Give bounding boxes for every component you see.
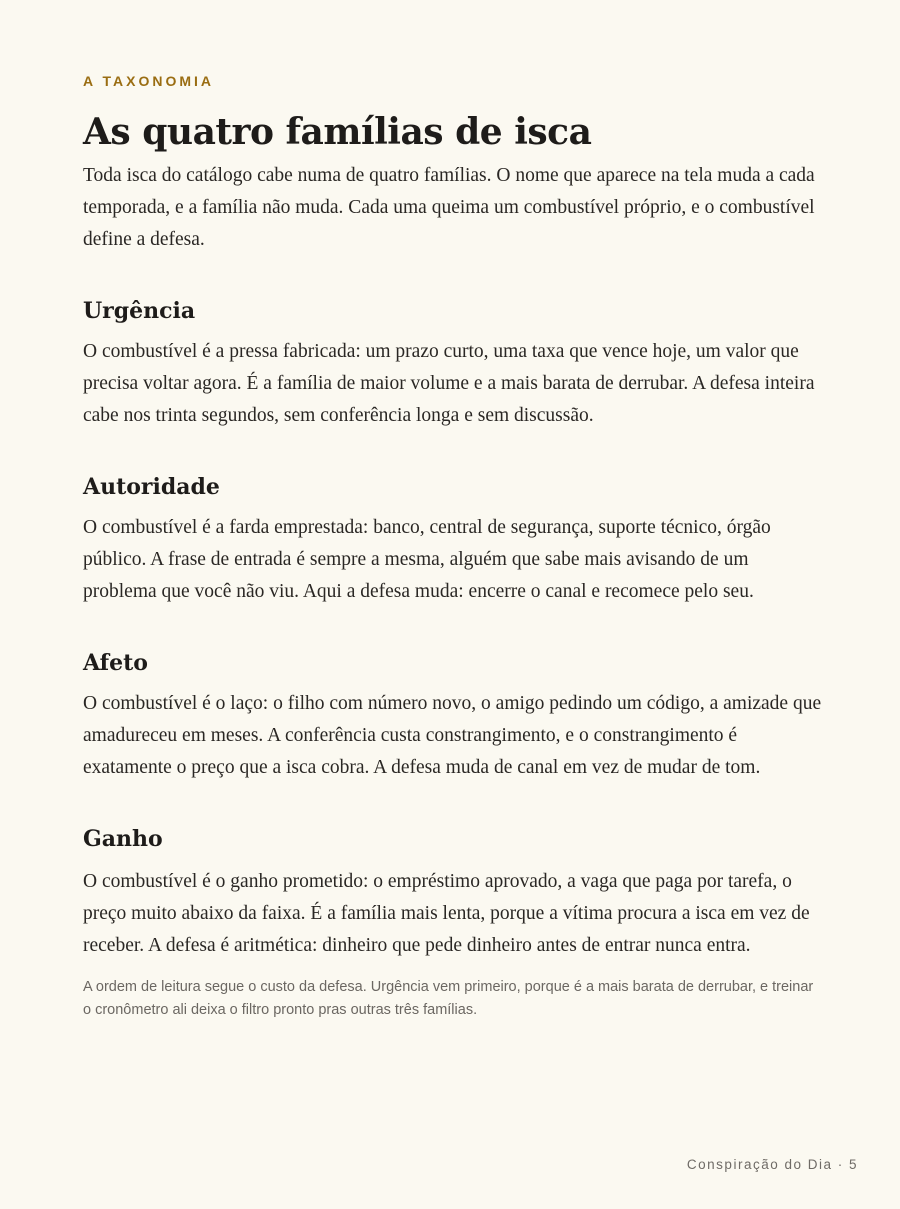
section-afeto [83, 648, 823, 784]
section-paragraph: O combustível é o laço: o filho com número novo, o amigo pedindo um código, a amizade que amadureceu em meses. A conferência custa constrangimento, e o constrangimento é exatamente o preço que a isca cobra. A defesa muda de canal em vez de mudar de tom. [83, 693, 822, 778]
page-title: As quatro famílias de isca [83, 111, 592, 153]
section-ganho [83, 824, 823, 962]
section-paragraph: O combustível é o ganho prometido: o empréstimo aprovado, a vaga que paga por tarefa, o preço muito abaixo da faixa. É a família mais lenta, porque a vítima procura a isca em vez de receber. A defesa é aritmética: dinheiro que pede dinheiro antes de entrar nunca entra. [83, 871, 810, 956]
section-urgencia [83, 296, 823, 432]
section-paragraph: O combustível é a farda emprestada: banco, central de segurança, suporte técnico, órgão público. A frase de entrada é sempre a mesma, alguém que sabe mais avisando de um problema que você não viu. Aqui a defesa muda: encerre o canal e recomece pelo seu. [83, 517, 771, 602]
page-content [83, 70, 823, 1022]
section-heading: Urgência [83, 298, 196, 324]
section-heading: Afeto [83, 650, 148, 676]
section-eyebrow: A TAXONOMIA [83, 73, 214, 89]
section-heading: Autoridade [83, 474, 220, 500]
section-paragraph: O combustível é a pressa fabricada: um prazo curto, uma taxa que vence hoje, um valor que precisa voltar agora. É a família de maior volume e a mais barata de derrubar. A defesa inteira cabe nos trinta segundos, sem conferência longa e sem discussão. [83, 341, 815, 426]
section-autoridade [83, 472, 823, 608]
intro-paragraph: Toda isca do catálogo cabe numa de quatro famílias. O nome que aparece na tela muda a cada temporada, e a família não muda. Cada uma queima um combustível próprio, e o combustível define a defesa. [83, 165, 815, 250]
section-heading: Ganho [83, 826, 163, 852]
reading-order-note: A ordem de leitura segue o custo da defesa. Urgência vem primeiro, porque é a mais barata de derrubar, e treinar o cronômetro ali deixa o filtro pronto pras outras três famílias. [83, 979, 814, 1018]
page-footer: Conspiração do Dia · 5 [686, 1157, 858, 1172]
